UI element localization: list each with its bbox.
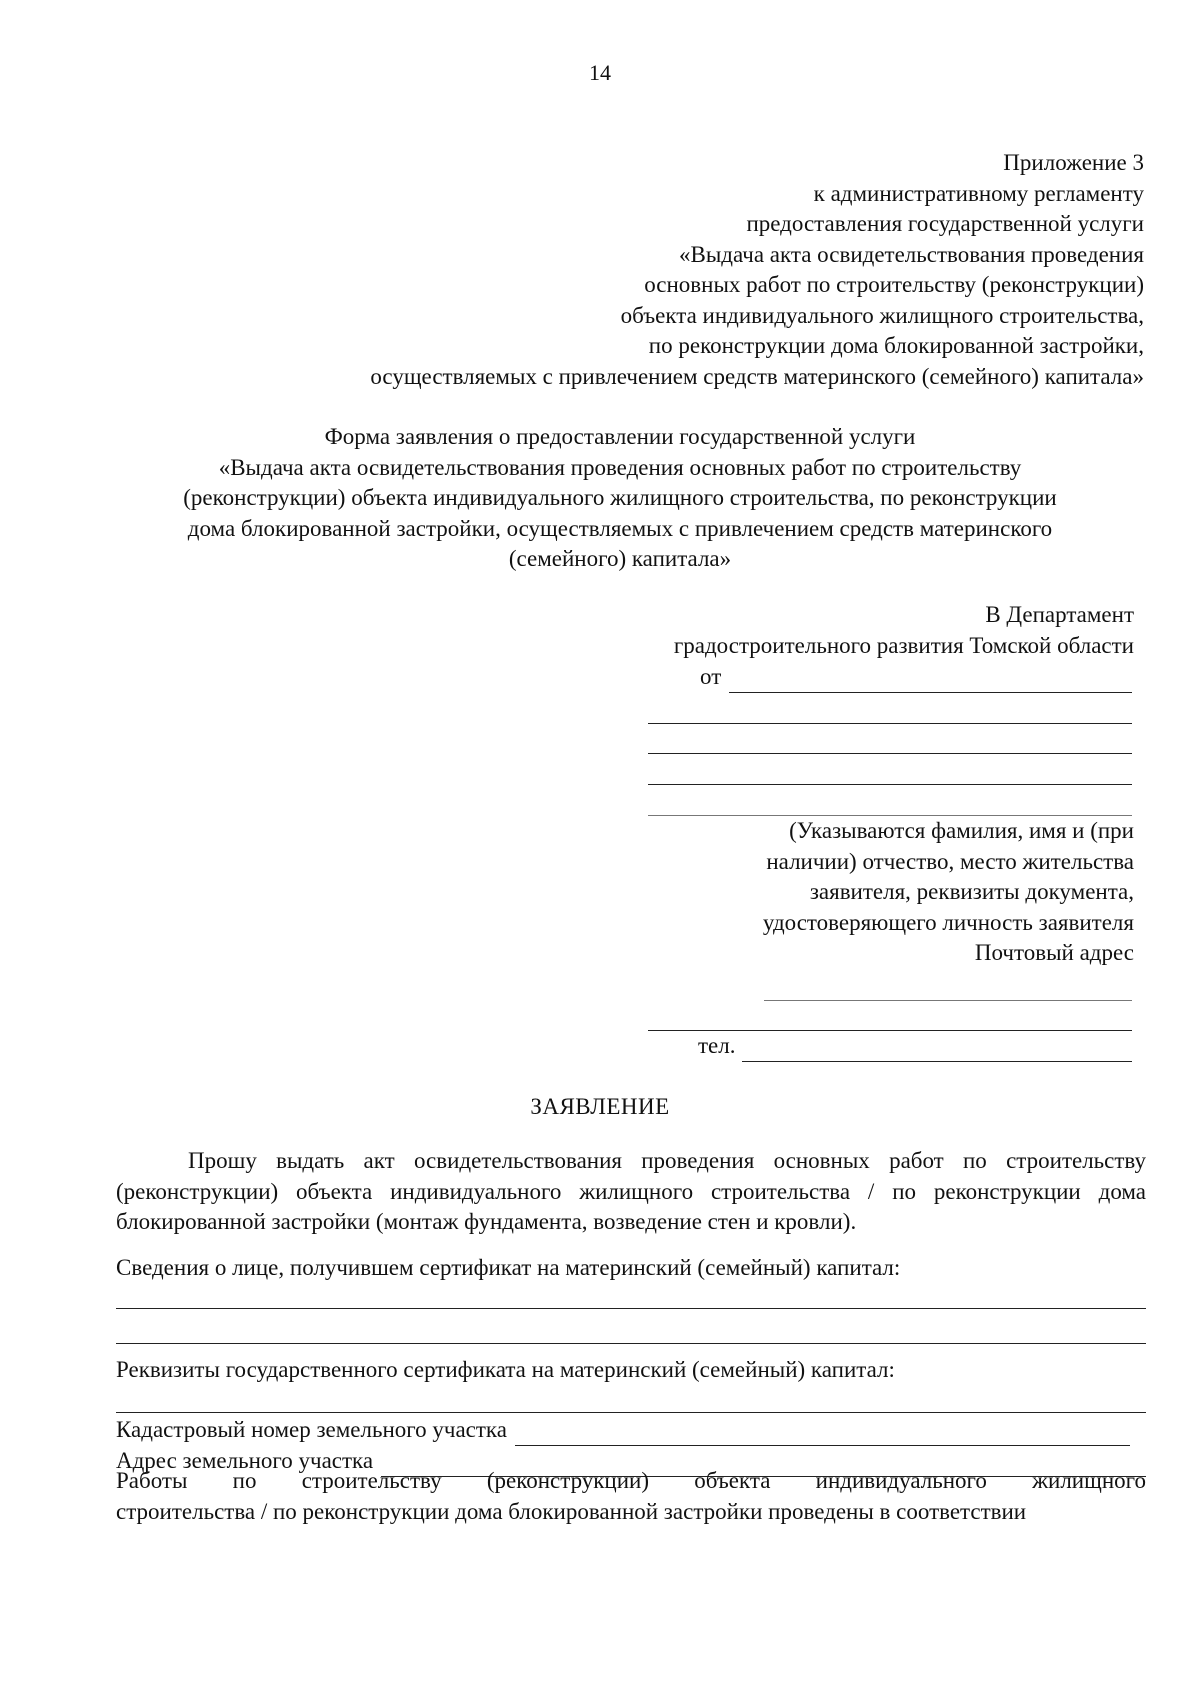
tel-field-row xyxy=(698,1031,1132,1062)
form-title-line: (реконструкции) объекта индивидуального жилищного строительства, по реконструкции xyxy=(183,485,1057,510)
appendix-line: объекта индивидуального жилищного строительства, xyxy=(620,302,1144,328)
appendix-header xyxy=(244,148,1144,392)
from-field-row xyxy=(700,662,1132,693)
appendix-line: «Выдача акта освидетельствования проведения xyxy=(679,241,1144,267)
postal-address-label: Почтовый адрес xyxy=(974,940,1134,965)
note-line: наличии) отчество, место жительства xyxy=(766,848,1134,874)
from-label: от xyxy=(700,664,722,689)
form-title xyxy=(100,422,1140,575)
addressee-line: градостроительного развития Томской области xyxy=(673,632,1134,658)
cadastral-fill-line[interactable] xyxy=(515,1421,1130,1446)
addressee-block xyxy=(574,600,1134,661)
applicant-fill-line[interactable] xyxy=(648,723,1132,724)
note-line: удостоверяющего личность заявителя xyxy=(762,909,1134,935)
from-fill-line[interactable] xyxy=(729,668,1132,693)
document-heading: ЗАЯВЛЕНИЕ xyxy=(530,1094,670,1119)
applicant-fill-line[interactable] xyxy=(648,784,1132,785)
page-number: 14 xyxy=(589,60,611,85)
applicant-note xyxy=(614,816,1134,969)
request-paragraph: Прошу выдать акт освидетельствования проведения основных работ по строительству (реконструкции) объекта индивидуального жилищного строительства / по реконструкции дома блокированной застройки (монтаж фундамента, возведение стен и кровли). xyxy=(116,1148,1146,1234)
tel-label: тел. xyxy=(698,1033,736,1058)
cadastral-label: Кадастровый номер земельного участка xyxy=(116,1417,507,1442)
postal-address-fill-line[interactable] xyxy=(764,1000,1132,1001)
address-label: Адрес земельного участка xyxy=(116,1448,374,1473)
form-title-line: Форма заявления о предоставлении государственной услуги xyxy=(324,424,916,449)
works-line: Работы по строительству (реконструкции) объекта индивидуального жилищного xyxy=(116,1468,1146,1493)
appendix-line: к административному регламенту xyxy=(813,180,1144,206)
appendix-line: основных работ по строительству (реконструкции) xyxy=(644,272,1144,297)
applicant-fill-line[interactable] xyxy=(648,753,1132,754)
certificate-details-label: Реквизиты государственного сертификата на материнский (семейный) капитал: xyxy=(116,1357,895,1382)
cadastral-field-row xyxy=(116,1415,1130,1446)
appendix-line: осуществляемых с привлечением средств материнского (семейного) капитала» xyxy=(370,363,1144,389)
form-title-line: «Выдача акта освидетельствования проведения основных работ по строительству xyxy=(218,454,1022,480)
form-title-line: (семейного) капитала» xyxy=(508,546,732,571)
form-title-line: дома блокированной застройки, осуществляемых с привлечением средств материнского xyxy=(187,515,1053,541)
certificate-holder-label: Сведения о лице, получившем сертификат на материнский (семейный) капитал: xyxy=(116,1255,901,1280)
certificate-holder-fill-line[interactable] xyxy=(116,1308,1146,1309)
works-paragraph xyxy=(116,1466,1146,1527)
certificate-holder-fill-line[interactable] xyxy=(116,1343,1146,1344)
works-line: строительства / по реконструкции дома блокированной застройки проведены в соответствии xyxy=(116,1498,1027,1524)
note-line: заявителя, реквизиты документа, xyxy=(809,879,1134,904)
tel-fill-line[interactable] xyxy=(742,1037,1133,1062)
addressee-line: В Департамент xyxy=(985,602,1134,627)
appendix-line: по реконструкции дома блокированной застройки, xyxy=(648,333,1144,358)
certificate-details-fill-line[interactable] xyxy=(116,1412,1146,1413)
note-line: (Указываются фамилия, имя и (при xyxy=(789,818,1134,843)
appendix-line: Приложение 3 xyxy=(1003,150,1144,175)
appendix-line: предоставления государственной услуги xyxy=(746,211,1144,236)
